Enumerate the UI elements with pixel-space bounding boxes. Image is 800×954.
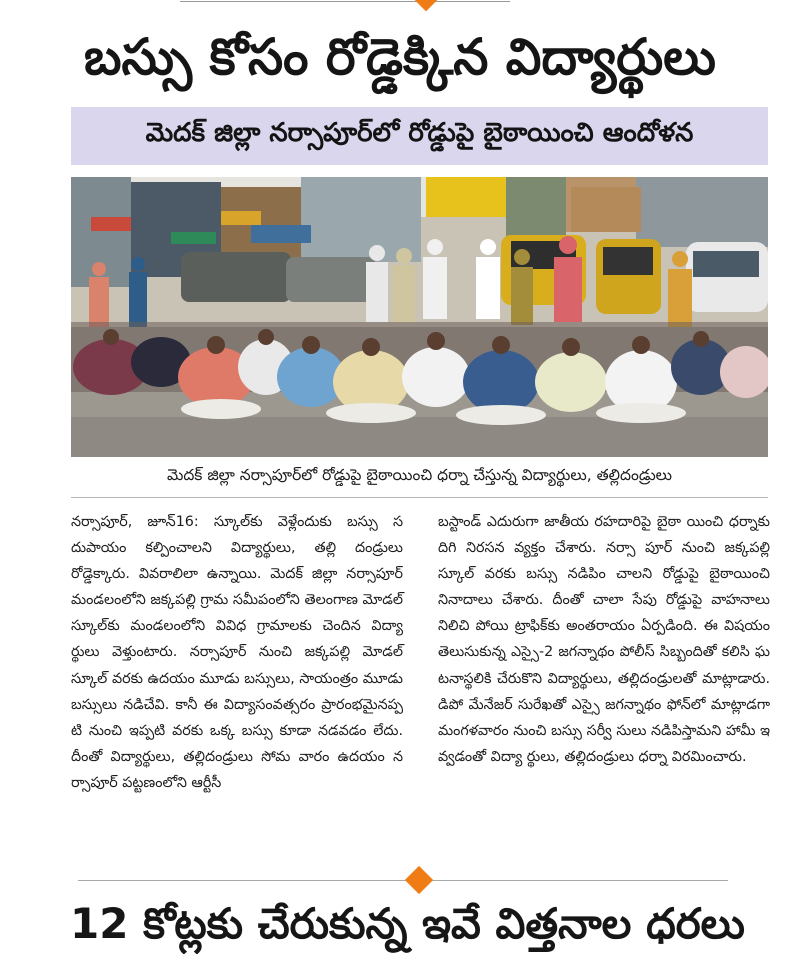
article-body-right-column: బస్టాండ్ ఎదురుగా జాతీయ రహదారిపై బైఠా యించి ధర్నాకు దిగి నిరసన వ్యక్తం చేశారు. నర్సా పూర్ నుంచి జక్కపల్లి స్కూల్ వరకు బస్సు నడిపిం చాలని రోడ్డుపై బైఠాయించి నినాదాలు చేశారు. దీంతో చాలా సేపు రోడ్డుపై వాహనాలు నిలిచి పోయి ట్రాఫిక్‌కు అంతరాయం ఏర్పడింది. ఈ విషయం తెలుసుకున్న ఎస్సై-2 జగన్నాథం పోలీస్ సిబ్బందితో కలిసి ఘటనాస్థలికి చేరుకొని విద్యార్థులు, తల్లిదండ్రులతో మాట్లాడారు. డిపో మేనేజర్ సురేఖతో ఎస్సై జగన్నాథం ఫోన్‌లో మాట్లాడగా మంగళవారం నుంచి బస్సు సర్వీ సులు నడిపిస్తామని హామీ ఇవ్వడంతో విద్యా ర్థులు, తల్లిదండ్రులు ధర్నా విరమించారు. — [438, 514, 770, 765]
photo-caption: మెదక్ జిల్లా నర్సాపూర్‌లో రోడ్డుపై బైఠాయించి ధర్నా చేస్తున్న విద్యార్థులు, తల్లిదండ్రులు — [166, 466, 673, 484]
top-divider — [180, 1, 510, 2]
article-subheadline: మెదక్ జిల్లా నర్సాపూర్‌లో రోడ్డుపై బైఠాయించి ఆందోళన — [71, 107, 768, 165]
bottom-divider — [78, 880, 728, 881]
caption-divider — [71, 497, 768, 498]
article-headline: బస్సు కోసం రోడ్డెక్కిన విద్యార్థులు — [84, 28, 716, 86]
next-article-headline: 12 కోట్లకు చేరుకున్న ఇవే విత్తనాల ధరలు — [70, 899, 745, 948]
protest-photo — [71, 177, 768, 457]
article-body-left-column: నర్సాపూర్, జూన్16: స్కూల్‌కు వెళ్లేందుకు బస్సు సదుపాయం కల్పించాలని విద్యార్థులు, తల్లి దండ్రులు రోడ్డెక్కారు. వివరాలిలా ఉన్నాయి. మెదక్ జిల్లా నర్సాపూర్ మండలంలోని జక్కపల్లి గ్రామ సమీపంలోని తెలంగాణ మోడల్ స్కూల్‌కు మండలంలోని వివిధ గ్రామాలకు చెందిన విద్యా ర్థులు వెళ్తుంటారు. నర్సాపూర్ నుంచి జక్కపల్లి మోడల్ స్కూల్ వరకు ఉదయం మూడు బస్సులు, సాయంత్రం మూడు బస్సులు నడిచేవి. కానీ ఈ విద్యాసంవత్సరం ప్రారంభమైనప్పటి నుంచి ఇప్పటి వరకు ఒక్క బస్సు కూడా నడవడం లేదు. దీంతో విద్యార్థులు, తల్లిదండ్రులు సోమ వారం ఉదయం నర్సాపూర్ పట్టణంలోని ఆర్టీసీ — [71, 514, 403, 791]
bottom-diamond-ornament — [405, 866, 433, 894]
top-diamond-ornament — [415, 0, 438, 11]
